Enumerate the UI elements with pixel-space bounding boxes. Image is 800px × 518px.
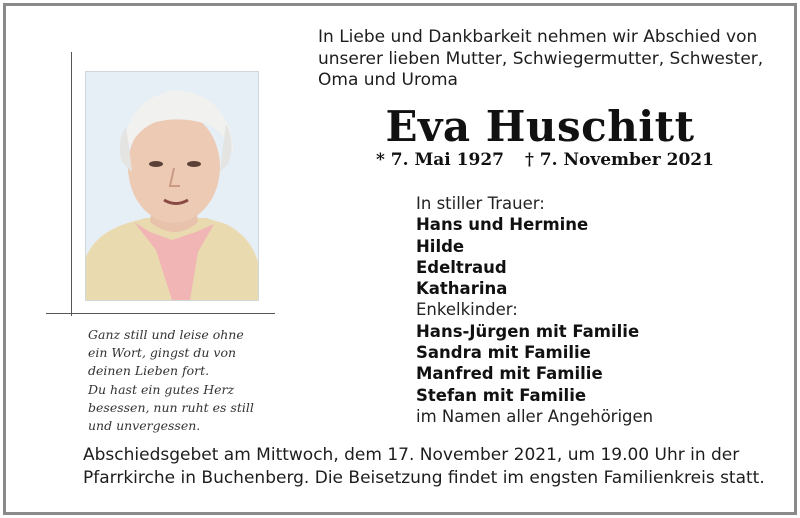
grandchild-name: Hans-Jürgen mit Familie	[416, 321, 640, 341]
grandchild-name: Stefan mit Familie	[416, 385, 587, 405]
poem-line: besessen, nun ruht es still	[88, 399, 254, 415]
portrait-illustration	[86, 72, 258, 300]
intro-line: unserer lieben Mutter, Schwiegermutter, Schwester,	[318, 48, 764, 69]
mourners-closing: im Namen aller Angehörigen	[416, 406, 654, 426]
mourner-name: Edeltraud	[416, 257, 507, 277]
footer-line: Abschiedsgebet am Mittwoch, dem 17. November 2021, um 19.00 Uhr in der	[83, 445, 740, 465]
grandchild-name: Sandra mit Familie	[416, 343, 591, 363]
poem-line: und unvergessen.	[88, 418, 201, 434]
mourners-heading: In stiller Trauer:	[416, 194, 545, 213]
grandchildren-heading: Enkelkinder:	[416, 300, 518, 320]
poem-line: Du hast ein gutes Herz	[88, 381, 235, 397]
mourner-name: Katharina	[416, 279, 508, 299]
service-announcement	[83, 444, 783, 489]
poem	[88, 326, 288, 435]
birth-date: * 7. Mai 1927	[376, 150, 504, 170]
poem-line: Ganz still und leise ohne	[88, 327, 244, 342]
intro-text	[318, 27, 788, 92]
intro-line: In Liebe und Dankbarkeit nehmen wir Abschied von	[318, 27, 758, 47]
decorative-vertical-line	[71, 52, 72, 316]
decorative-horizontal-line	[46, 313, 275, 314]
portrait-photo	[86, 72, 258, 300]
footer-line: Pfarrkirche in Buchenberg. Die Beisetzung findet im engsten Familienkreis statt.	[83, 467, 765, 488]
mourners-list	[416, 193, 776, 427]
mourner-name: Hans und Hermine	[416, 215, 589, 235]
grandchild-name: Manfred mit Familie	[416, 364, 603, 384]
deceased-name: Eva Huschitt	[385, 102, 695, 151]
poem-line: ein Wort, gingst du von	[88, 345, 237, 361]
mourner-name: Hilde	[416, 236, 465, 256]
intro-line: Oma und Uroma	[318, 70, 458, 90]
death-date: † 7. November 2021	[525, 150, 714, 170]
poem-line: deinen Lieben fort.	[88, 363, 210, 379]
